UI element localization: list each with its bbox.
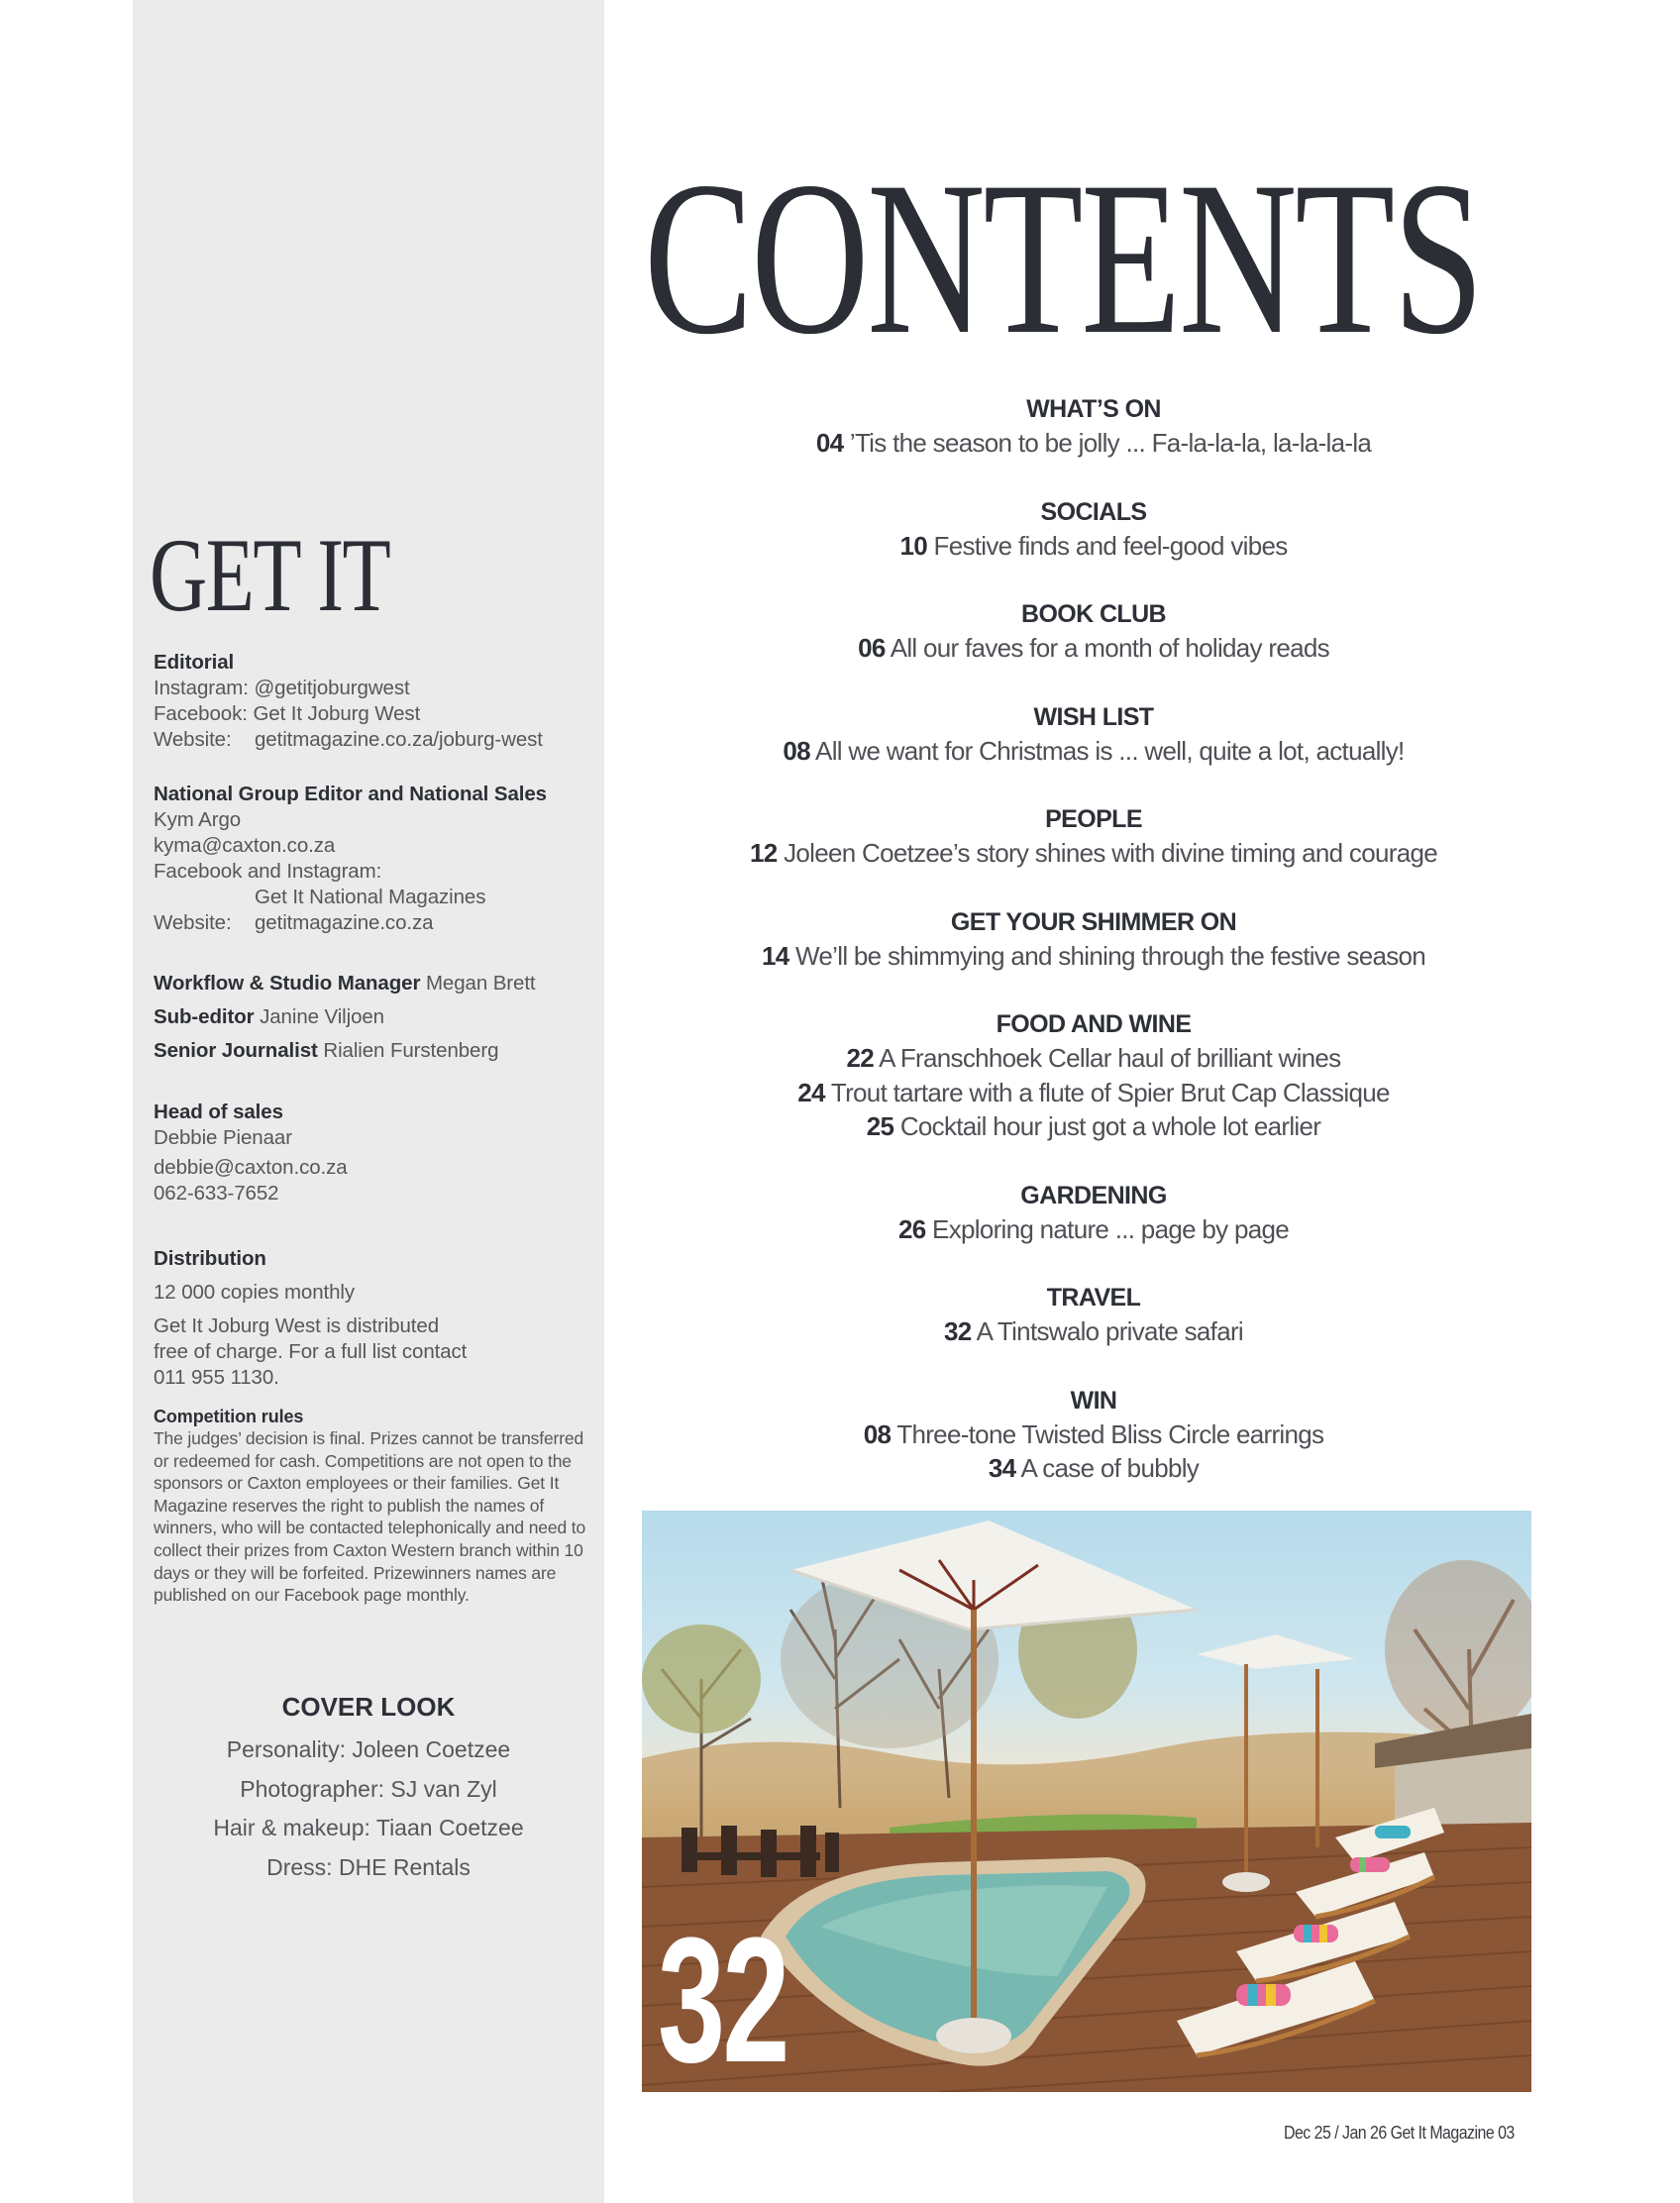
sales-block [154, 1100, 348, 1206]
toc-section-whats-on [642, 392, 1545, 461]
editorial-website [154, 727, 543, 753]
national-website [154, 910, 547, 936]
entry-title: We’ll be shimmying and shining through the festive season [795, 940, 1426, 971]
competition-body: The judges’ decision is final. Prizes cannot be transferred or redeemed for cash. Competitions are not open to the sponsors or Caxton employees or their families. Get It Magazine reserves the right to publish the names of winners, who will be contacted telephonically and need to collect their prizes from Caxton Western branch within 10 days or they will be forfeited. Prizewinners names are published on our Facebook page monthly. [154, 1428, 586, 1606]
toc-section-people [642, 802, 1545, 871]
editorial-instagram [154, 676, 543, 701]
page-number: 08 [783, 735, 810, 766]
staff-name: Rialien Furstenberg [323, 1039, 499, 1062]
page-number: 08 [863, 1418, 892, 1449]
page-number: 22 [846, 1043, 875, 1073]
distribution-heading: Distribution [154, 1247, 266, 1270]
toc-entry[interactable] [642, 1417, 1545, 1452]
toc-entry[interactable] [642, 631, 1545, 666]
distribution-line: free of charge. For a full list contact [154, 1340, 468, 1363]
toc-section-socials [642, 495, 1545, 564]
entry-title: Festive finds and feel-good vibes [933, 530, 1288, 561]
page-number: 32 [944, 1316, 972, 1346]
toc-heading: WIN [1070, 1386, 1117, 1415]
toc-heading: PEOPLE [1045, 805, 1142, 833]
page-number: 10 [899, 530, 927, 561]
facebook-label: Facebook: [154, 702, 248, 725]
page-number: 24 [797, 1077, 825, 1107]
staff-name: Janine Viljoen [260, 1005, 384, 1028]
entry-title: Joleen Coetzee’s story shines with divine timing and courage [784, 838, 1437, 868]
editorial-heading: Editorial [154, 651, 235, 674]
website-label: Website: [154, 911, 232, 934]
toc-heading: BOOK CLUB [1021, 600, 1166, 628]
staff-block [154, 967, 536, 1068]
entry-title: Three-tone Twisted Bliss Circle earrings [896, 1418, 1324, 1449]
toc-entry[interactable] [642, 1212, 1545, 1247]
toc-heading: WISH LIST [1033, 702, 1154, 731]
entry-title: Exploring nature ... page by page [932, 1213, 1289, 1244]
staff-role: Sub-editor [154, 1005, 255, 1028]
staff-row [154, 1034, 536, 1068]
page-title: CONTENTS [644, 137, 1482, 380]
staff-row [154, 967, 536, 1000]
national-block [154, 782, 547, 936]
entry-title: A Tintswalo private safari [976, 1316, 1243, 1346]
staff-role: Senior Journalist [154, 1039, 318, 1062]
website-link[interactable]: getitmagazine.co.za [255, 911, 434, 934]
editorial-facebook [154, 701, 543, 727]
entry-title: All our faves for a month of holiday reads [890, 633, 1329, 663]
entry-title: All we want for Christmas is ... well, quite a lot, actually! [815, 735, 1405, 766]
toc-entry[interactable] [642, 1451, 1545, 1486]
toc-section-win [642, 1384, 1545, 1486]
toc-entry[interactable] [642, 1041, 1545, 1076]
toc-heading: GARDENING [1020, 1181, 1167, 1209]
page-number: 04 [815, 428, 844, 458]
competition-heading: Competition rules [154, 1407, 304, 1426]
editorial-block [154, 650, 543, 753]
toc-heading: TRAVEL [1046, 1284, 1141, 1311]
cover-credit: Hair & makeup: Tiaan Coetzee [213, 1815, 524, 1840]
entry-title: A case of bubbly [1020, 1453, 1200, 1483]
brand-logo: GET IT [150, 517, 390, 633]
national-heading: National Group Editor and National Sales [154, 783, 547, 805]
page-number: 25 [866, 1111, 894, 1141]
entry-title: Cocktail hour just got a whole lot earlier [899, 1111, 1321, 1141]
facebook-page[interactable]: Get It Joburg West [253, 702, 421, 725]
toc-section-travel [642, 1281, 1545, 1349]
distribution-line: Get It Joburg West is distributed [154, 1314, 440, 1337]
toc-heading: GET YOUR SHIMMER ON [950, 907, 1237, 936]
sales-phone: 062-633-7652 [154, 1182, 279, 1205]
toc-section-gardening [642, 1179, 1545, 1247]
toc-entry[interactable] [642, 939, 1545, 974]
toc-entry[interactable] [642, 1314, 1545, 1349]
entry-title: A Franschhoek Cellar haul of brilliant wines [879, 1043, 1341, 1073]
toc-section-food-and-wine [642, 1007, 1545, 1144]
cover-credit: Personality: Joleen Coetzee [226, 1736, 511, 1762]
instagram-handle[interactable]: @getitjoburgwest [254, 677, 410, 699]
national-email[interactable]: kyma@caxton.co.za [154, 834, 336, 857]
page-number: 34 [988, 1453, 1016, 1483]
website-link[interactable]: getitmagazine.co.za/joburg-west [255, 728, 543, 751]
distribution-phone: 011 955 1130. [154, 1366, 279, 1389]
cover-credit: Dress: DHE Rentals [266, 1853, 471, 1880]
page-number: 26 [897, 1213, 926, 1244]
toc-entry[interactable] [642, 1109, 1545, 1144]
toc-heading: SOCIALS [1040, 497, 1147, 526]
page-number: 12 [750, 838, 778, 868]
distribution-block [154, 1246, 467, 1391]
toc-entry[interactable] [642, 1076, 1545, 1110]
toc-section-wish-list [642, 700, 1545, 769]
toc-entry[interactable] [642, 426, 1545, 461]
national-name: Kym Argo [154, 808, 242, 831]
feature-page-number: 32 [658, 1901, 788, 2100]
cover-credit: Photographer: SJ van Zyl [240, 1775, 497, 1802]
toc-heading: WHAT’S ON [1026, 395, 1161, 423]
national-social-value[interactable]: Get It National Magazines [255, 886, 486, 908]
staff-row [154, 1000, 536, 1034]
page-footer: Dec 25 / Jan 26 Get It Magazine 03 [1284, 2122, 1515, 2143]
national-social-label: Facebook and Instagram: [154, 860, 382, 883]
staff-name: Megan Brett [425, 972, 536, 995]
page-number: 14 [761, 940, 789, 971]
distribution-copies: 12 000 copies monthly [154, 1281, 356, 1304]
entry-title: ’Tis the season to be jolly ... Fa-la-la-la, la-la-la-la [849, 428, 1372, 458]
instagram-label: Instagram: [154, 677, 249, 699]
toc-section-book-club [642, 597, 1545, 666]
cover-look-heading: COVER LOOK [281, 1692, 456, 1722]
toc-entry[interactable] [642, 529, 1545, 564]
toc-heading: FOOD AND WINE [996, 1010, 1192, 1038]
toc-entry[interactable] [642, 836, 1545, 871]
toc-entry[interactable] [642, 734, 1545, 769]
staff-role: Workflow & Studio Manager [154, 972, 421, 995]
entry-title: Trout tartare with a flute of Spier Brut Cap Classique [830, 1077, 1390, 1107]
toc-section-shimmer [642, 905, 1545, 974]
sales-email[interactable]: debbie@caxton.co.za [154, 1156, 348, 1179]
sales-name: Debbie Pienaar [154, 1126, 292, 1149]
sales-heading: Head of sales [154, 1101, 283, 1123]
cover-look-block [133, 1692, 604, 1887]
website-label: Website: [154, 728, 232, 751]
page-number: 06 [858, 633, 886, 663]
table-of-contents [642, 392, 1545, 1521]
competition-block [154, 1406, 589, 1607]
